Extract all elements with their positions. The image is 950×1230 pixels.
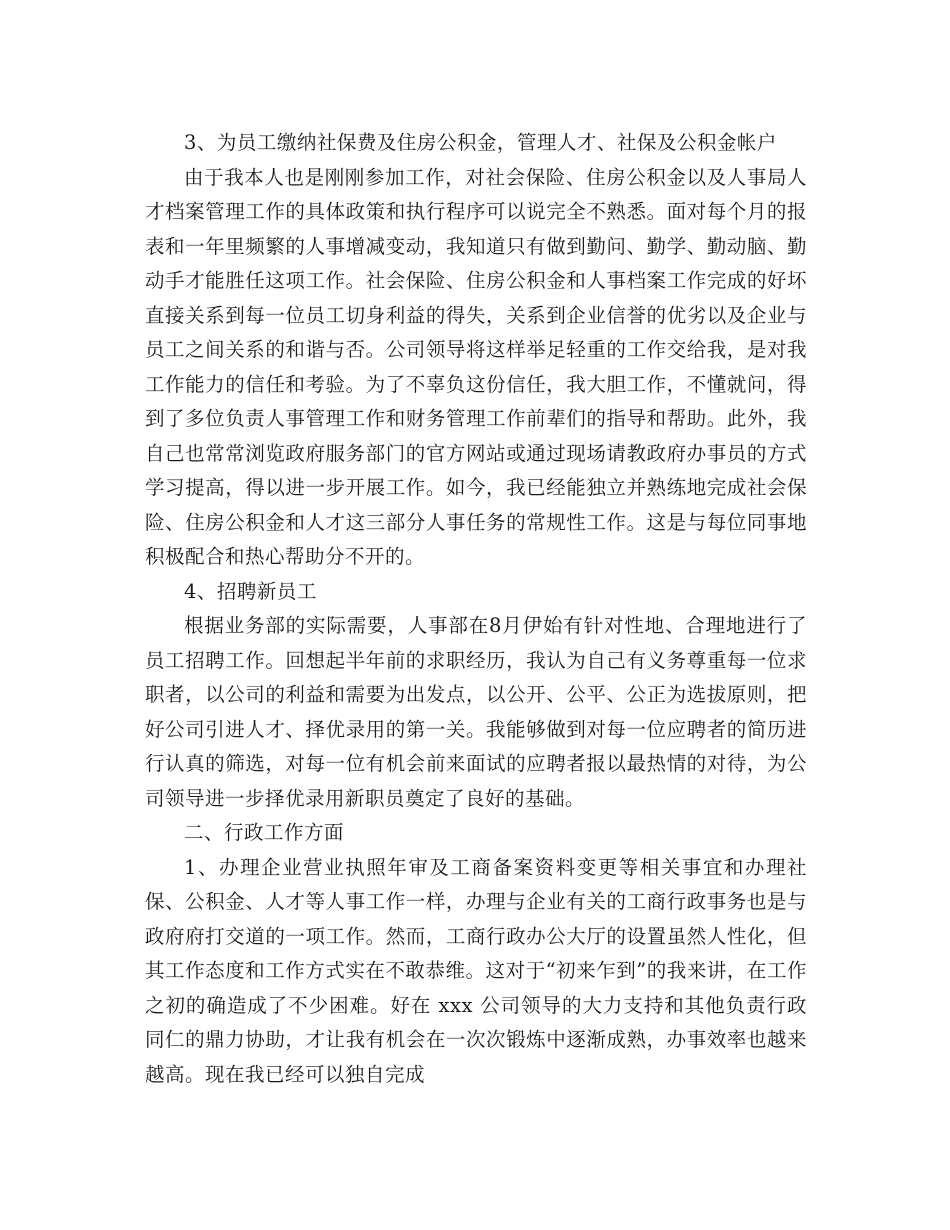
paragraph-business-license: 1、办理企业营业执照年审及工商备案资料变更等相关事宜和办理社保、公积金、人才等人事工作一样，办理与企业有关的工商行政事务也是与政府府打交道的一项工作。然而，工商行政办公大厅的设置虽然人性化，但其工作态度和工作方式实在不敢恭维。这对于“初来乍到”的我来讲，在工作之初的确造成了不少困难。好在 xxx 公司领导的大力支持和其他负责行政同仁的鼎力协助，才让我有机会在一次次锻炼中逐渐成熟，办事效率也越来越高。现在我已经可以独自完成 [145,855,807,1086]
section-heading-recruitment: 4、招聘新员工 [184,579,317,603]
paragraph-social-insurance: 由于我本人也是刚刚参加工作，对社会保险、住房公积金以及人事局人才档案管理工作的具体政策和执行程序可以说完全不熟悉。面对每个月的报表和一年里频繁的人事增减变动，我知道只有做到勤问、勤学、勤动脑、勤动手才能胜任这项工作。社会保险、住房公积金和人事档案工作完成的好坏直接关系到每一位员工切身利益的得失，关系到企业信誉的优劣以及企业与员工之间关系的和谐与否。公司领导将这样举足轻重的工作交给我，是对我工作能力的信任和考验。为了不辜负这份信任，我大胆工作，不懂就问，得到了多位负责人事管理工作和财务管理工作前辈们的指导和帮助。此外，我自己也常常浏览政府服务部门的官方网站或通过现场请教政府办事员的方式学习提高，得以进一步开展工作。如今，我已经能独立并熟练地完成社会保险、住房公积金和人才这三部分人事任务的常规性工作。这是与每位同事地积极配合和热心帮助分不开的。 [145,165,807,568]
paragraph-recruitment: 根据业务部的实际需要，人事部在8月伊始有针对性地、合理地进行了员工招聘工作。回想起半年前的求职经历，我认为自己有义务尊重每一位求职者，以公司的利益和需要为出发点，以公开、公平、公正为选拔原则，把好公司引进人才、择优录用的第一关。我能够做到对每一位应聘者的简历进行认真的筛选，对每一位有机会前来面试的应聘者报以最热情的对待，为公司领导进一步择优录用新职员奠定了良好的基础。 [145,614,807,810]
section-heading-administration: 二、行政工作方面 [184,821,345,844]
section-heading-social-insurance: 3、为员工缴纳社保费及住房公积金，管理人才、社保及公积金帐户 [184,131,777,154]
document-page [145,126,807,1092]
